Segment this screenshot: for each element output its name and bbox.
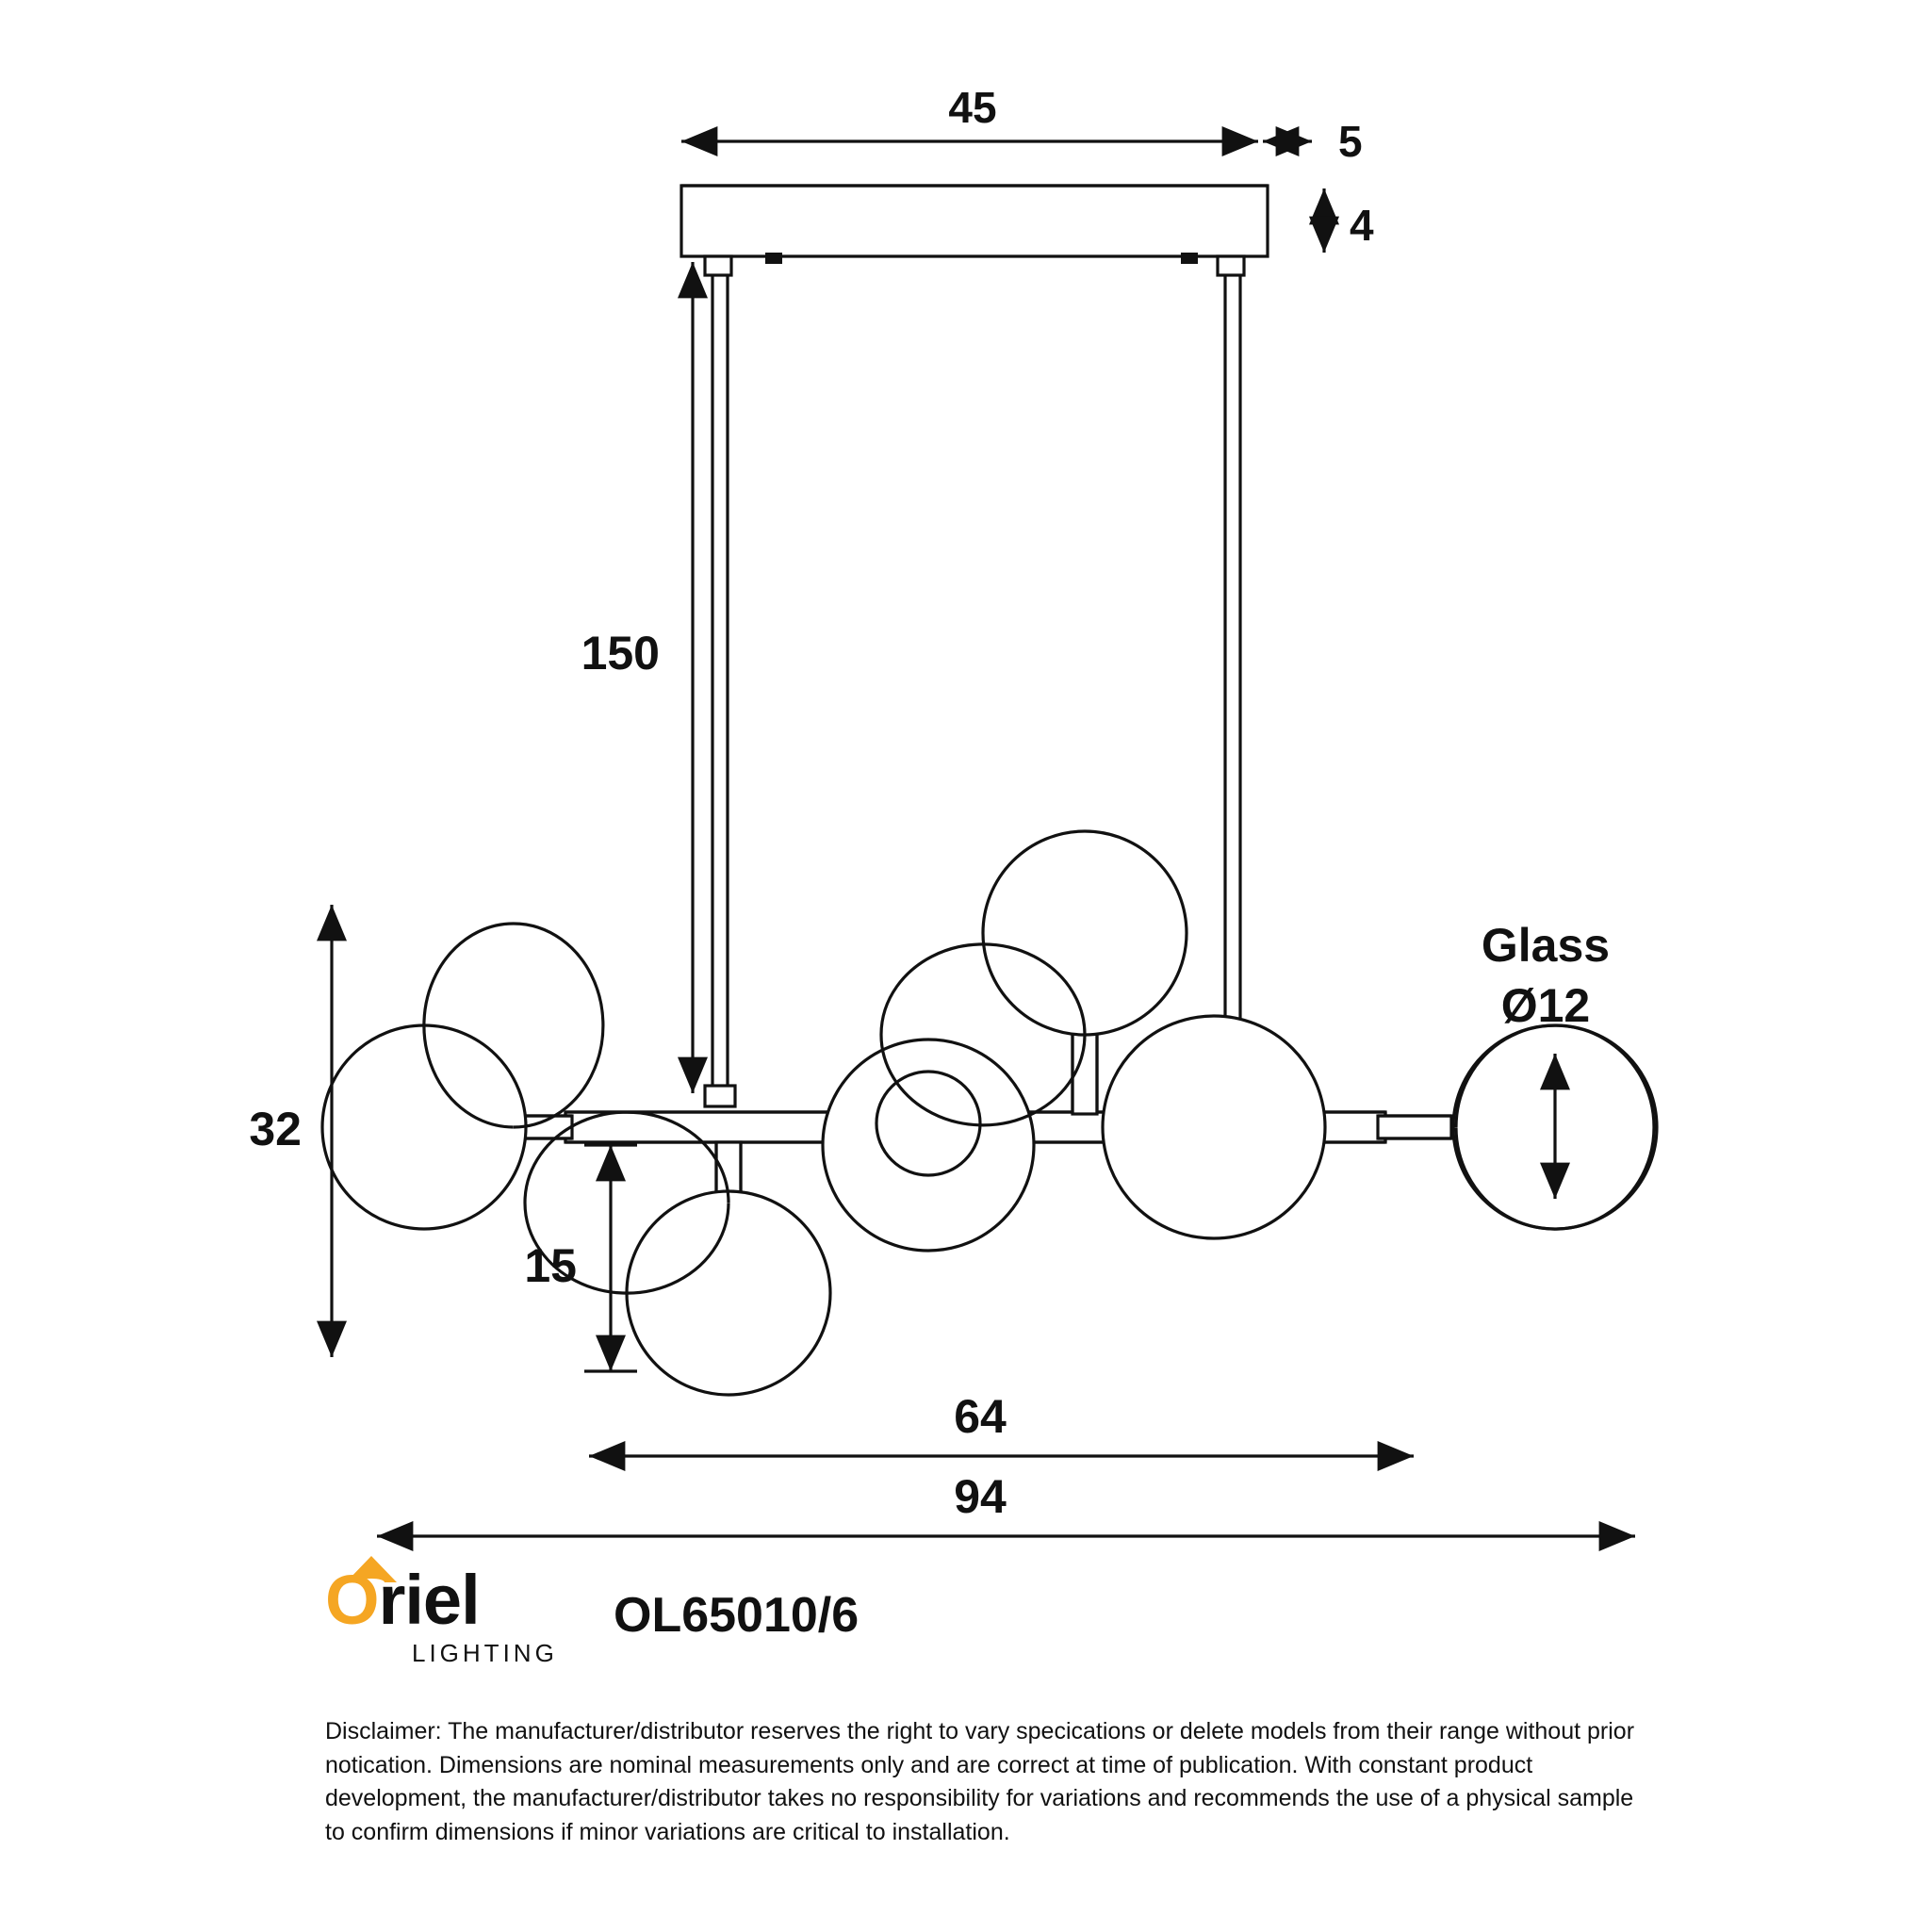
footer-branding	[325, 1560, 1663, 1668]
dim-label-32: 32	[249, 1103, 302, 1155]
dim-label-150: 150	[581, 627, 660, 679]
globe-bar-right-centre	[1103, 1016, 1325, 1238]
dim-label-glass-diameter: Ø12	[1500, 979, 1591, 1032]
globe-centre-ring	[823, 1040, 1034, 1251]
dim-label-15: 15	[524, 1239, 577, 1292]
logo-wordmark: riel	[378, 1561, 480, 1639]
globe-left	[322, 924, 603, 1229]
disclaimer-text: Disclaimer: The manufacturer/distributor reserves the right to vary specications or delete models from their range without prior notication. Dimensions are nominal measurements only and are correct at time of publication. With constant product development, the manufacturer/distributor takes no responsibility for variations and recommends the use of a physical sample to confirm dimensions if minor variations are critical to installation.	[325, 1718, 1635, 1845]
dim-label-45: 45	[948, 83, 997, 132]
globe-right	[1378, 1025, 1657, 1229]
model-code: OL65010/6	[614, 1588, 860, 1643]
ceiling-canopy	[681, 186, 1268, 275]
dim-label-94: 94	[954, 1470, 1007, 1523]
logo-subtitle: LIGHTING	[412, 1639, 558, 1667]
dimension-labels	[249, 83, 1610, 1523]
fixture-geometry	[322, 186, 1657, 1395]
dimension-lines	[332, 141, 1635, 1536]
oriel-logo	[325, 1560, 561, 1668]
dim-label-64: 64	[954, 1390, 1007, 1443]
logo-initial: O	[325, 1561, 379, 1639]
dim-label-5: 5	[1338, 117, 1363, 166]
dim-label-glass: Glass	[1481, 919, 1611, 972]
dim-label-4: 4	[1350, 201, 1374, 250]
